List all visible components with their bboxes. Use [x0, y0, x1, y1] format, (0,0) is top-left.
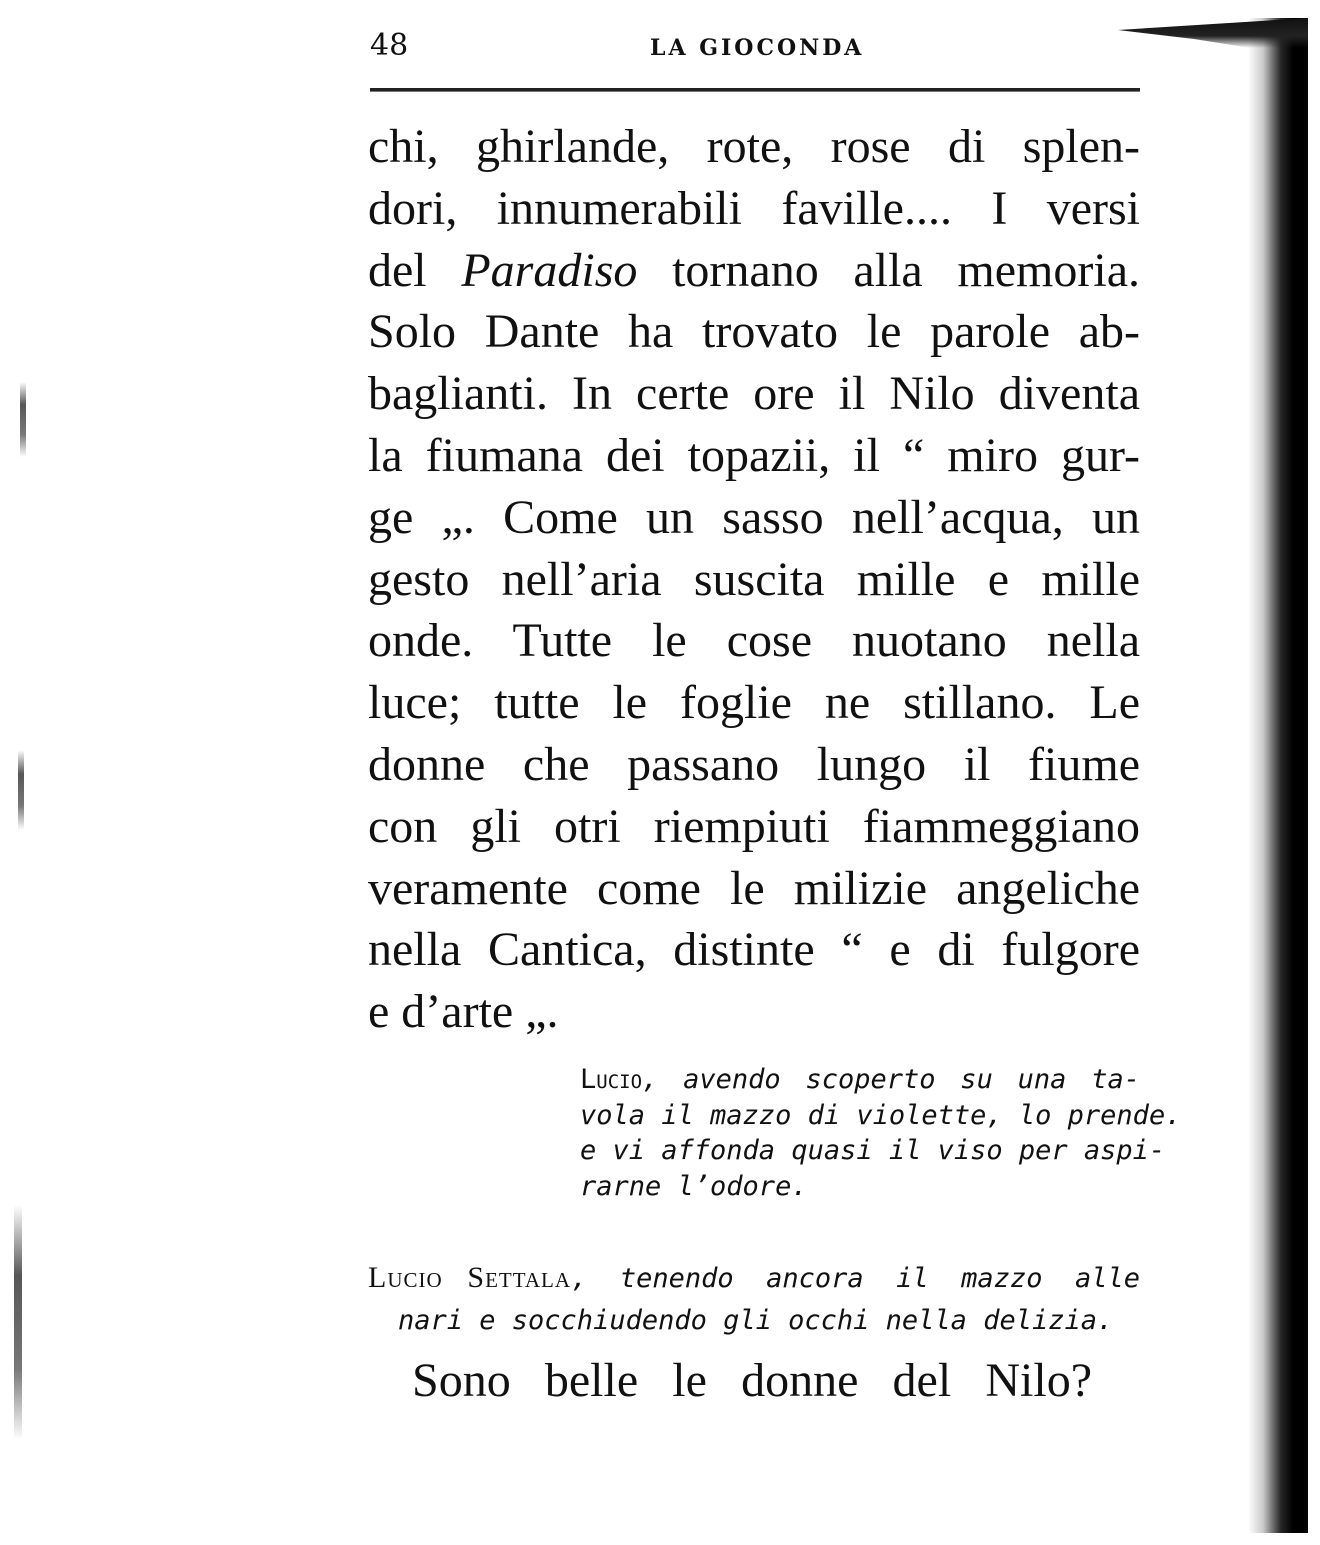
body-line: nella Cantica, distinte “ e di fulgore — [368, 923, 1140, 977]
body-line: la fiumana dei topazii, il “ miro gur- — [368, 428, 1140, 482]
scan-speck — [14, 1205, 22, 1440]
body-word: del — [368, 243, 427, 297]
speech-line: Sono belle le donne del Nilo? — [412, 1354, 1092, 1407]
body-line: con gli otri riempiuti fiammeggiano — [368, 799, 1140, 853]
body-line: gesto nell’aria suscita mille e mille — [368, 552, 1140, 606]
page-number: 48 — [370, 28, 409, 63]
stage-line: e vi affonda quasi il viso per aspi- — [580, 1135, 1166, 1166]
body-line: e d’arte „. — [368, 985, 559, 1039]
body-line: ge „. Come un sasso nell’acqua, un — [368, 490, 1140, 544]
body-line: donne che passano lungo il fiume — [368, 737, 1140, 791]
body-line: dori, innumerabili faville.... I versi — [368, 181, 1140, 235]
body-line: baglianti. In certe ore il Nilo diventa — [368, 367, 1140, 421]
body-paragraph — [368, 116, 1140, 1043]
speaker-heading — [368, 1256, 1140, 1342]
speaker-direction: , tenendo ancora il mazzo alle — [571, 1263, 1140, 1294]
speaker-name: Lucio Settala — [368, 1261, 572, 1294]
body-line — [368, 240, 1140, 302]
scan-binding-corner — [1118, 18, 1308, 48]
body-line: onde. Tutte le cose nuotano nella — [368, 614, 1140, 668]
body-line: luce; tutte le foglie ne stillano. Le — [368, 676, 1140, 730]
body-line: Solo Dante ha trovato le parole ab- — [368, 305, 1140, 359]
stage-line — [580, 1062, 1140, 1098]
running-title: LA GIOCONDA — [650, 35, 865, 61]
stage-text: , avendo scoperto su una ta- — [642, 1064, 1140, 1095]
body-line: veramente come le milizie angeliche — [368, 861, 1140, 915]
stage-line: rarne l’odore. — [580, 1170, 808, 1202]
header-rule — [370, 88, 1140, 92]
stage-direction — [580, 1062, 1182, 1204]
scan-speck — [20, 382, 26, 457]
body-word: tornano alla memoria. — [672, 243, 1141, 297]
stage-line: vola il mazzo di violette, lo prende. — [580, 1099, 1182, 1131]
scan-binding-shadow — [1248, 18, 1308, 1533]
speaker-line — [368, 1256, 1140, 1299]
body-line: chi, ghirlande, rote, rose di splen- — [368, 120, 1140, 173]
stage-speaker: Lucio — [580, 1064, 643, 1095]
speaker-line: nari e socchiudendo gli occhi nella delizia. — [398, 1305, 1114, 1336]
scan-speck — [18, 750, 24, 830]
page-header — [370, 26, 1140, 66]
italic-title: Paradiso — [461, 243, 638, 297]
